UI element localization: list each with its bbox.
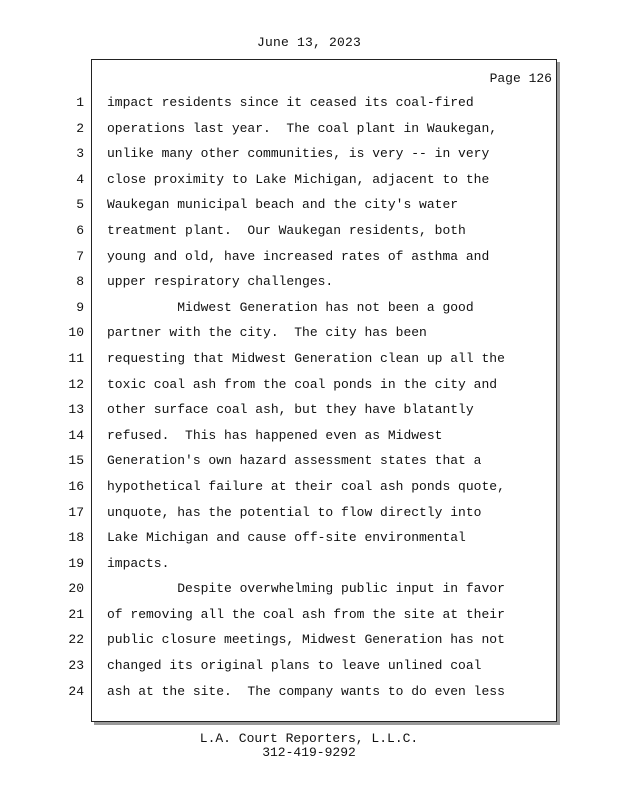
transcript-line: unquote, has the potential to flow directly into <box>107 504 482 520</box>
line-number: 1 <box>76 95 84 110</box>
transcript-line: Generation's own hazard assessment states that a <box>107 453 482 469</box>
line-number: 15 <box>68 453 84 469</box>
transcript-line: toxic coal ash from the coal ponds in the city and <box>107 376 498 392</box>
line-number-column <box>60 94 84 708</box>
transcript-line: unlike many other communities, is very -- in very <box>107 146 490 162</box>
transcript-line: young and old, have increased rates of asthma and <box>107 248 490 264</box>
transcript-line: other surface coal ash, but they have blatantly <box>107 402 474 418</box>
line-number: 22 <box>68 632 84 648</box>
line-number: 10 <box>68 325 84 341</box>
line-number: 4 <box>76 171 84 187</box>
transcript-line: operations last year. The coal plant in Waukegan, <box>107 120 498 136</box>
transcript-line: close proximity to Lake Michigan, adjacent to the <box>107 171 490 187</box>
transcript-line: Lake Michigan and cause off-site environmental <box>107 530 466 546</box>
line-number: 21 <box>68 606 84 622</box>
transcript-line: impact residents since it ceased its coal-fired <box>107 95 474 110</box>
transcript-text-column <box>107 94 517 708</box>
line-number: 2 <box>76 120 84 136</box>
transcript-line: ash at the site. The company wants to do even less <box>107 683 505 699</box>
transcript-line: upper respiratory challenges. <box>107 274 334 290</box>
line-number: 17 <box>68 504 84 520</box>
reporter-phone: 312-419-9292 <box>262 745 356 760</box>
line-number: 18 <box>68 530 84 546</box>
transcript-line: requesting that Midwest Generation clean up all the <box>107 350 505 366</box>
transcript-line: hypothetical failure at their coal ash ponds quote, <box>107 478 505 494</box>
footer <box>0 732 618 760</box>
line-number: 12 <box>68 376 84 392</box>
line-number: 7 <box>76 248 84 264</box>
line-number: 8 <box>76 274 84 290</box>
page-number: Page 126 <box>489 71 552 86</box>
transcript-line: refused. This has happened even as Midwest <box>107 427 443 443</box>
transcript-date: June 13, 2023 <box>256 35 362 50</box>
transcript-line: partner with the city. The city has been <box>107 325 427 341</box>
line-number: 9 <box>76 299 84 315</box>
line-number: 13 <box>68 402 84 418</box>
transcript-line: changed its original plans to leave unlined coal <box>107 658 482 674</box>
transcript-line: public closure meetings, Midwest Generation has not <box>107 632 505 648</box>
line-number: 19 <box>68 555 84 571</box>
transcript-line: Waukegan municipal beach and the city's water <box>107 197 459 213</box>
line-number: 24 <box>68 683 84 699</box>
transcript-line: treatment plant. Our Waukegan residents, both <box>107 222 466 238</box>
line-number: 23 <box>68 658 84 674</box>
transcript-line: Despite overwhelming public input in favor <box>107 581 505 597</box>
line-number: 14 <box>68 427 84 443</box>
line-number: 20 <box>68 581 84 597</box>
line-number: 5 <box>76 197 84 213</box>
reporter-company: L.A. Court Reporters, L.L.C. <box>199 731 419 746</box>
transcript-line: of removing all the coal ash from the site at their <box>107 606 505 622</box>
line-number: 16 <box>68 478 84 494</box>
transcript-line: impacts. <box>107 555 170 571</box>
transcript-line: Midwest Generation has not been a good <box>107 299 474 315</box>
line-number: 3 <box>76 146 84 162</box>
line-number: 11 <box>68 350 84 366</box>
line-number: 6 <box>76 222 84 238</box>
